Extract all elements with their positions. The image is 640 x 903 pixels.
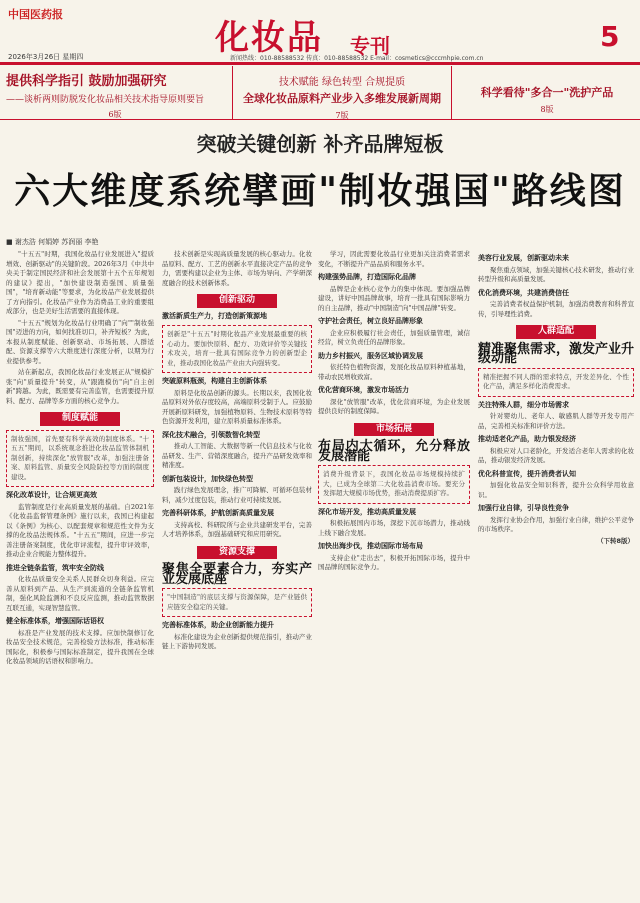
- headline: [0, 128, 640, 214]
- subheading: 优化消费环境，共建消费信任: [478, 288, 569, 297]
- paragraph: 企业应积极履行社会责任，加强质量管理，诚信经营，树立负责任的品牌形象。: [318, 328, 470, 346]
- paragraph: 深化"放管服"改革，优化营商环境，为企业发展提供良好的制度保障。: [318, 397, 470, 415]
- teaser-bar: [0, 66, 640, 120]
- subheading: 完善标准体系，助企业创新能力提升: [162, 621, 274, 629]
- paragraph: 监管制度是行业高质量发展的基础。自2021年《化妆品监督管理条例》施行以来，我国已构建起以《条例》为核心、以配套规章和规范性文件为支撑的化妆品法规体系。"十五五"期间，应进一步完善注册备案制度，优化审评流程，提升审评效率，推动企业合规能力整体提升。: [6, 502, 154, 558]
- subheading: 美容行业发展，创新驱动未来: [478, 254, 569, 262]
- masthead: [0, 0, 640, 62]
- section-title: 化妆品: [215, 18, 323, 58]
- paragraph: 学习，因此需要化妆品行业更加关注消费者需求变化，不断提升产品品质和服务水平。: [318, 250, 470, 268]
- paragraph: 聚焦重点领域，加强关键核心技术研发，推动行业转型升级和高质量发展。: [478, 265, 634, 283]
- paragraph: 技术创新是实现高质量发展的核心驱动力。化妆品原料、配方、工艺的创新水平直接决定产品的竞争力，需要构建以企业为主体、市场为导向、产学研深度融合的技术创新体系。: [162, 250, 312, 287]
- paragraph: 原料是化妆品创新的源头。长期以来，我国化妆品原料对外依存度较高，高端原料受制于人。应鼓励开展新原料研发，加强植物原料、生物技术原料等特色资源开发利用，建立原料质量标准体系。: [162, 388, 312, 425]
- paragraph: 积极应对人口老龄化，开发适合老年人需求的化妆品，推动银发经济发展。: [478, 446, 634, 464]
- section-intro: 精准把握不同人群的需求特点，开发差异化、个性化产品，满足多样化消费需求。: [478, 368, 634, 397]
- subheading: 突破原料瓶颈，构建自主创新体系: [162, 377, 267, 385]
- section-headline: 布局内大循环，允分释放发展潜能: [318, 439, 470, 464]
- paragraph: 支持高校、科研院所与企业共建研发平台，完善人才培养体系，加强基础研究和应用研究。: [162, 520, 312, 538]
- teaser-title-2: 全球化妆品原料产业步入多维发展新周期: [243, 92, 441, 105]
- subheading: 助力乡村振兴，服务区域协调发展: [318, 351, 423, 360]
- paragraph: "十五五"时期，我国化妆品行业发展进入"提质增效、创新驱动"的关键阶段。2026年3月《中共中央关于制定国民经济和社会发展第十五个五年规划的建议》提出，"加快建设制造强国、质量强国"，"培育新动能"等要求，为化妆品产业发展提供了方向指引。化妆品产业作为消费品工业的重要组成部分，也是美好生活需要的直接体现。: [6, 250, 154, 315]
- teaser-page: 6版: [108, 110, 122, 119]
- teaser-3[interactable]: [454, 66, 640, 120]
- paragraph: 积极拓展国内市场，深挖下沉市场潜力，推动线上线下融合发展。: [318, 519, 470, 537]
- paragraph: 标准是产业发展的技术支撑。应加快制修订化妆品安全技术规范，完善检验方法标准，推动标准国际化，积极参与国际标准制定，提升我国在全球化妆品领域的话语权和影响力。: [6, 628, 154, 665]
- subheading: 守护社会责任，树立良好品牌形象: [318, 317, 423, 325]
- subheading: 加强行业自律，引导良性竞争: [478, 504, 569, 512]
- paragraph: 支持企业"走出去"，积极开拓国际市场，提升中国品牌的国际竞争力。: [318, 553, 470, 571]
- subheading: 推动适老化产品，助力银发经济: [478, 435, 576, 443]
- section-headline: 精准聚焦需求，激发产业升级动能: [478, 341, 634, 366]
- column-4: [478, 250, 634, 900]
- subheading: 深化市场开发，推动高质量发展: [318, 507, 416, 516]
- paragraph: 针对婴幼儿、老年人、敏感肌人群等开发专用产品，完善相关标准和评价方法。: [478, 412, 634, 430]
- section-tag: 制度赋能: [40, 412, 120, 426]
- headline-kicker: 突破关键创新 补齐品牌短板: [196, 132, 444, 156]
- subheading: 创新包装设计，加快绿色转型: [162, 474, 253, 483]
- section-headline: 聚焦全要素合力，夯实产业发展底座: [162, 562, 312, 587]
- masthead-rule: [0, 62, 640, 65]
- section-tag: 人群适配: [516, 325, 596, 339]
- section-subtitle: 专刊: [350, 34, 390, 58]
- paragraph: 加强化妆品安全知识科普，提升公众科学用妆意识。: [478, 481, 634, 499]
- issue-date: 2026年3月26日 星期四: [8, 53, 84, 61]
- subheading: 推进全链条监管，筑牢安全防线: [6, 563, 104, 572]
- paragraph: 品牌是企业核心竞争力的集中体现。要加强品牌建设，讲好中国品牌故事，培育一批具有国际影响力的自主品牌，推动"中国制造"向"中国品牌"转变。: [318, 284, 470, 312]
- subheading: 优化科普宣传，提升消费者认知: [478, 469, 576, 478]
- subheading: 深化技术融合，引领数智化转型: [162, 430, 260, 439]
- section-tag: 市场拓展: [354, 423, 434, 437]
- teaser-subtitle: ——谈析两则防脱发化妆品相关技术指导原则要旨: [6, 95, 205, 105]
- section-intro: 制妆强国，首先要有科学高效的制度体系。"十五五"期间，以系统观念推进化妆品监管体制机制创新，持续深化"放管服"改革，加强注册备案、原料监管、质量安全风险防控等方面的制度建设。: [6, 430, 154, 488]
- section-intro: 创新是"十五五"时期化妆品产业发展最重要的核心动力。要加快原料、配方、功效评价等关键技术攻关，培育一批具有国际竞争力的创新型企业，推动我国化妆品产业由大向强转变。: [162, 325, 312, 373]
- subheading: 健全标准体系，增强国际话语权: [6, 617, 104, 625]
- continued-label[interactable]: （下转8版）: [596, 536, 634, 545]
- paragraph: 发挥行业协会作用，加强行业自律，维护公平竞争的市场秩序。: [478, 515, 634, 533]
- teaser-title: 科学看待"多合一"洗护产品: [480, 86, 614, 99]
- column-2: [162, 250, 312, 900]
- page-number: 5: [600, 20, 620, 53]
- subheading: 构建强势品牌，打造国际化品牌: [318, 273, 416, 281]
- section-intro: 消费升级背景下，我国化妆品市场规模持续扩大，已成为全球第二大化妆品消费市场。要充分发挥超大规模市场优势，推动消费提质扩容。: [318, 465, 470, 504]
- subheading: 完善科研体系，护航创新高质量发展: [162, 509, 274, 517]
- subheading: 激活新质生产力，打造创新策源地: [162, 311, 267, 320]
- paragraph: 践行绿色发展理念，推广可降解、可循环包装材料，减少过度包装，推动行业可持续发展。: [162, 486, 312, 504]
- section-tag: 资源支撑: [197, 546, 277, 560]
- teaser-page: 8版: [540, 105, 554, 114]
- paragraph: 标准化建设为企业创新提供规范指引，推动产业链上下游协同发展。: [162, 632, 312, 650]
- paragraph: 化妆品质量安全关系人民群众切身利益。应完善从原料到产品、从生产到流通的全链条监管机制，强化风险监测和不良反应监测，推动监管数据互联互通，实现智慧监管。: [6, 575, 154, 612]
- paragraph: 依托特色植物资源，发展化妆品原料种植基地，带动农民增收致富。: [318, 363, 470, 381]
- headline-title: 六大维度系统擘画"制妆强国"路线图: [14, 170, 626, 212]
- byline: ■ 谢杰浩 何娟婷 苏润丽 李艳: [6, 238, 99, 246]
- subheading: 加快出海步伐，推动国际市场布局: [318, 542, 423, 550]
- teaser-title: 技术赋能 绿色转型 合规提质: [278, 77, 406, 88]
- subheading: 关注特殊人群，细分市场需求: [478, 400, 569, 409]
- paragraph: 推动人工智能、大数据等新一代信息技术与化妆品研发、生产、营销深度融合，提升产品研发效率和精准度。: [162, 442, 312, 469]
- paragraph: "十五五"规划为化妆品行业明确了"向""制妆强国"迈进的方向，如何找准切口，补齐短板？为此，本报从制度赋能、创新驱动、市场拓展、人群适配、资源支撑等六大维度进行深度分析，以期为行业提供参考。: [6, 318, 154, 365]
- subheading: 深化改革设计，让合规更高效: [6, 491, 97, 499]
- column-1: [6, 250, 154, 900]
- paragraph: 站在新起点，我国化妆品行业发展正从"规模扩张"向"质量提升"转变，从"跟跑模仿"向"自主创新"跨越。为此，既需要有完善监管，也需要提升原料、配方、品牌等多方面的核心竞争力。: [6, 368, 154, 405]
- teaser-2[interactable]: [232, 66, 452, 120]
- teaser-title: 提供科学指引 鼓励加强研究: [6, 74, 167, 89]
- subheading: 优化营商环境，激发市场活力: [318, 386, 409, 394]
- section-intro: "中国制造"的底层支撑与资源保障，是产业链供应链安全稳定的关键。: [162, 588, 312, 617]
- column-3: [318, 250, 470, 900]
- section-tag: 创新驱动: [197, 294, 277, 308]
- paragraph: 完善消费者权益保护机制，加强消费教育和科普宣传，引导理性消费。: [478, 300, 634, 318]
- teaser-page: 7版: [335, 111, 349, 120]
- newspaper-logo: 中国医药报: [8, 8, 63, 21]
- contact-info: 新闻热线：010-88588532 传真：010-88588532 E-mail：cosmetics@cccmhpie.com.cn: [230, 55, 484, 62]
- teaser-1[interactable]: [0, 66, 230, 120]
